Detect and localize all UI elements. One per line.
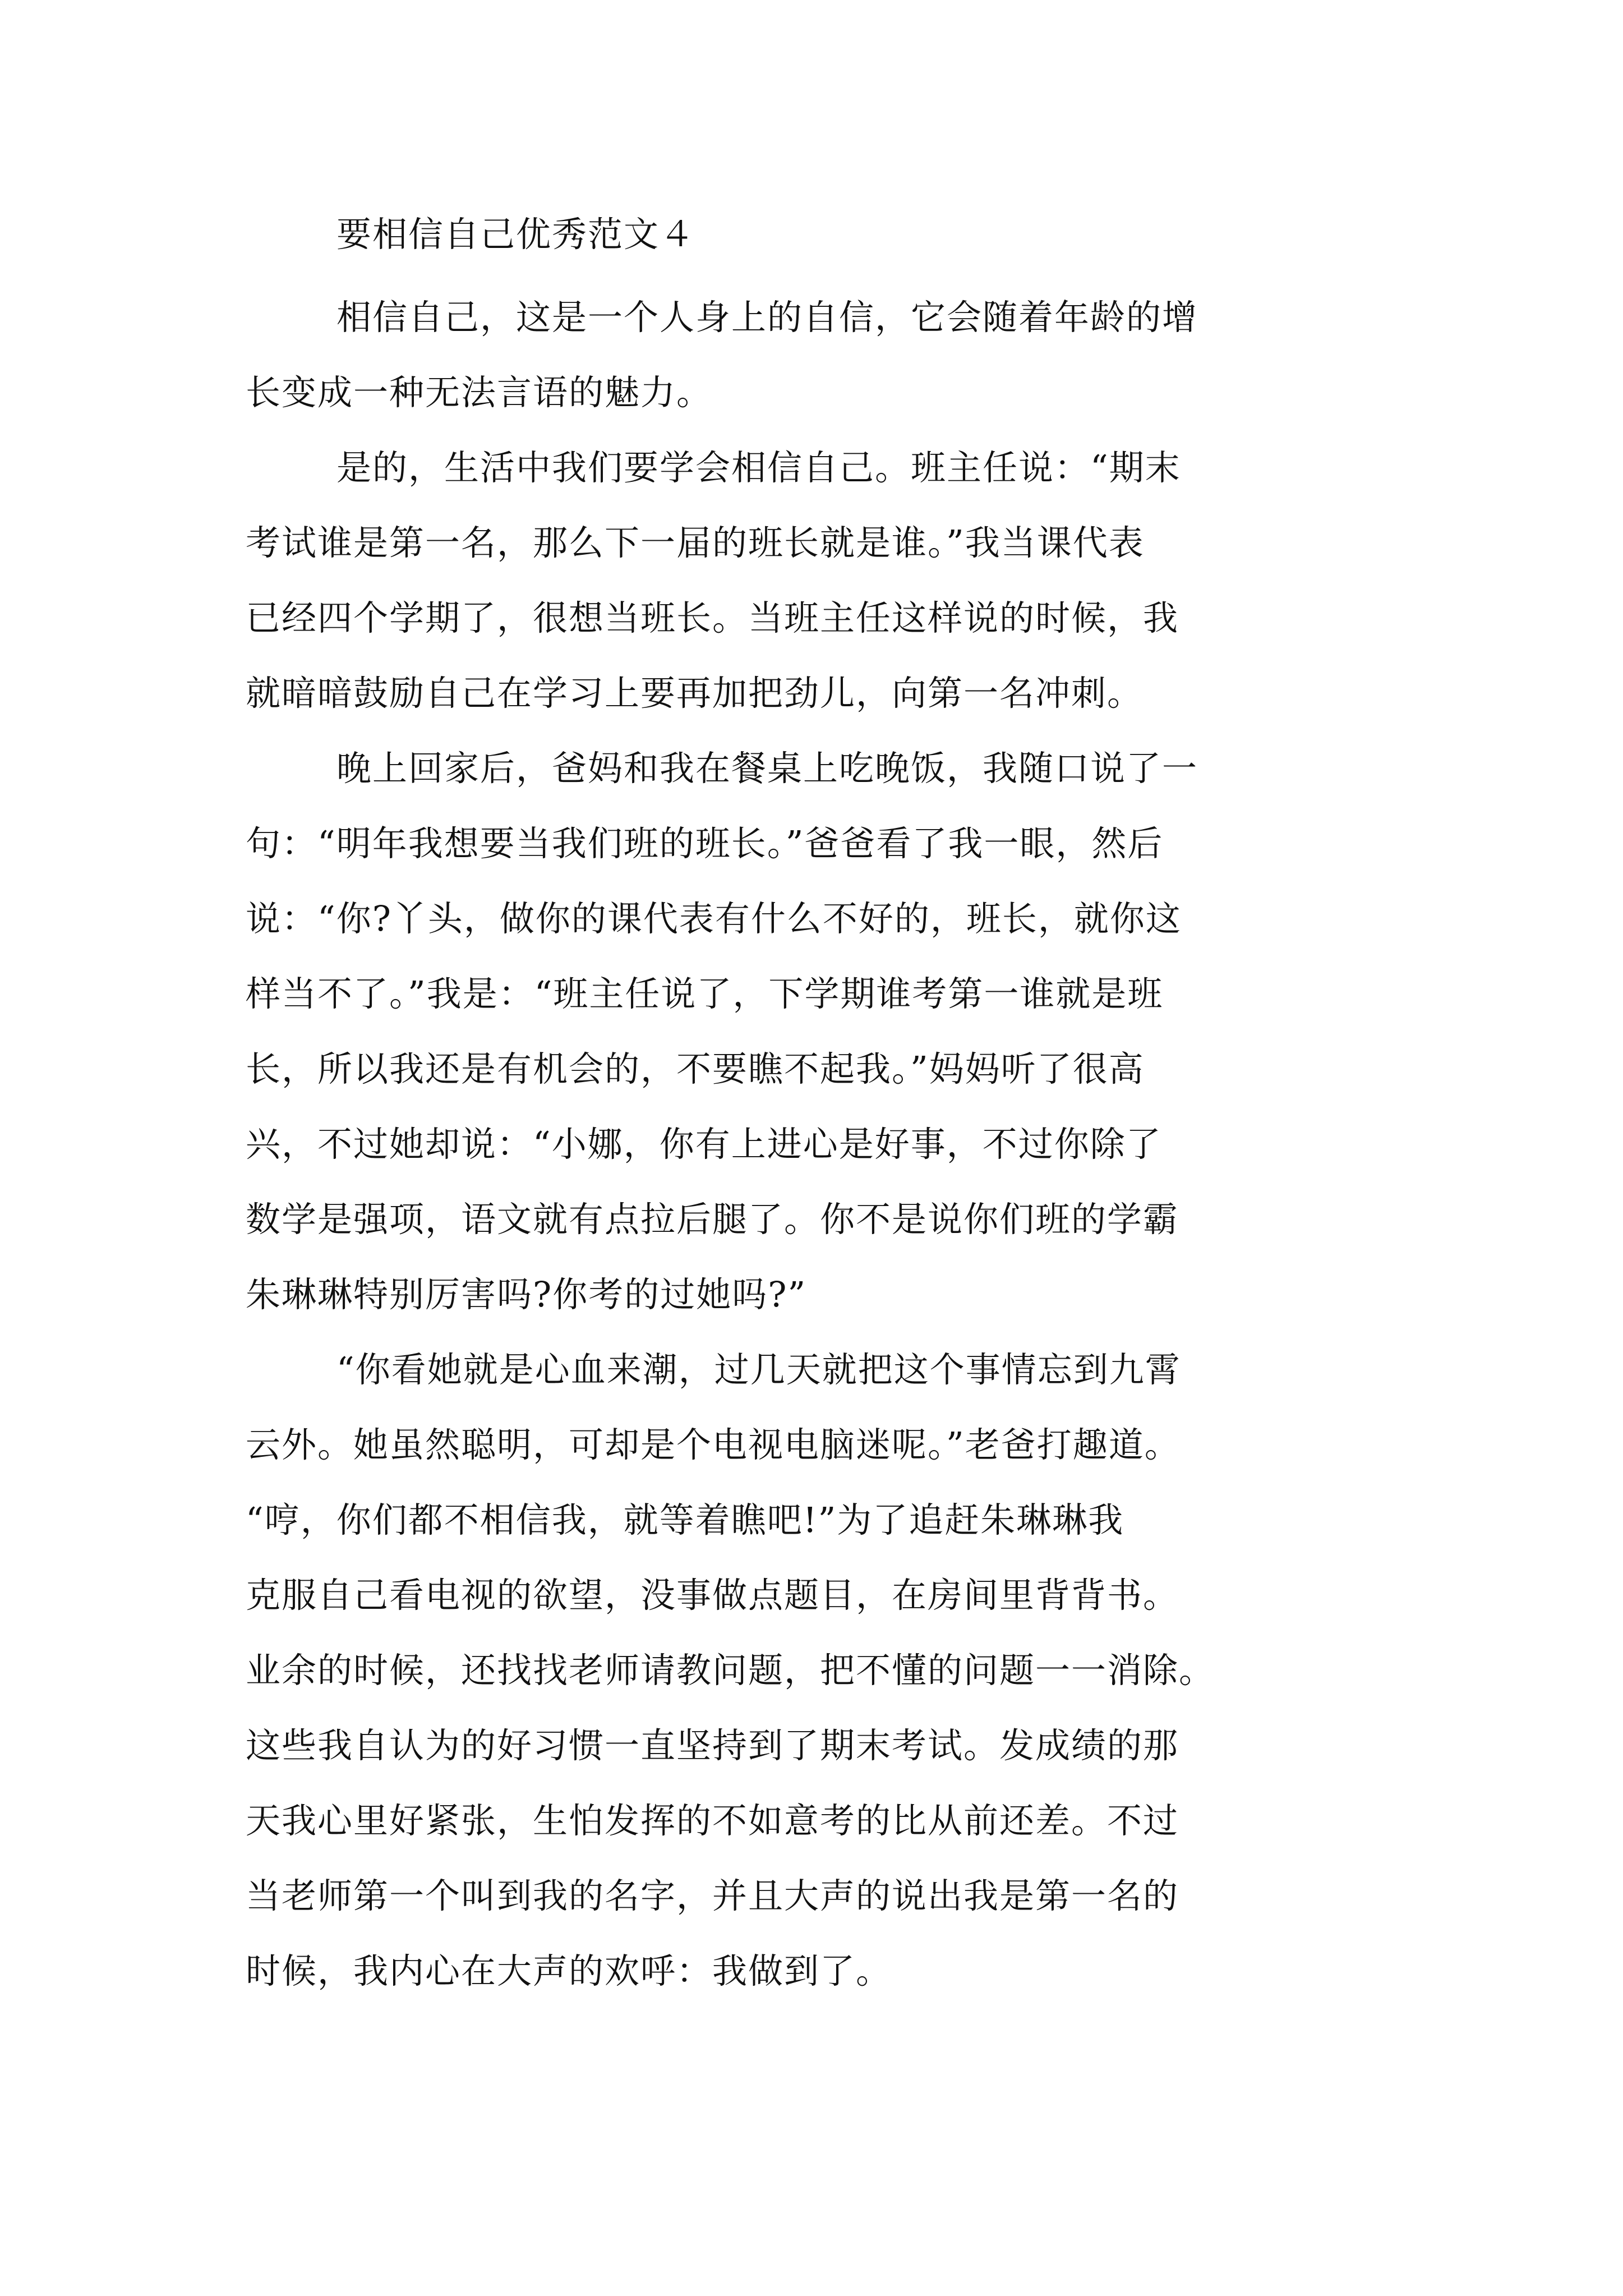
text-line: 长变成一种无法言语的魅力。: [246, 372, 713, 413]
text-line: 云外。她虽然聪明，可却是个电视电脑迷呢。”老爸打趣道。: [246, 1424, 1181, 1465]
text-line: “哼，你们都不相信我，就等着瞧吧!”为了追赶朱琳琳我: [246, 1499, 1124, 1540]
text-line: 晚上回家后，爸妈和我在餐桌上吃晚饭，我随口说了一: [336, 748, 1198, 789]
text-line: 数学是强项，语文就有点拉后腿了。你不是说你们班的学霸: [246, 1199, 1179, 1240]
text-line: 朱琳琳特别厉害吗?你考的过她吗?”: [246, 1274, 807, 1315]
document-title: 要相信自己优秀范文４: [336, 214, 696, 255]
text-line: 就暗暗鼓励自己在学习上要再加把劲儿，向第一名冲刺。: [246, 673, 1144, 714]
text-line: 当老师第一个叫到我的名字，并且大声的说出我是第一名的: [246, 1875, 1179, 1916]
text-line: 时候，我内心在大声的欢呼：我做到了。: [246, 1950, 892, 1991]
text-line: 克服自己看电视的欲望，没事做点题目，在房间里背背书。: [246, 1575, 1179, 1616]
text-line: 是的，生活中我们要学会相信自己。班主任说：“期末: [336, 447, 1181, 488]
text-line: 考试谁是第一名，那么下一届的班长就是谁。”我当课代表: [246, 522, 1145, 563]
text-line: 兴，不过她却说：“小娜，你有上进心是好事，不过你除了: [246, 1124, 1162, 1165]
text-line: 这些我自认为的好习惯一直坚持到了期末考试。发成绩的那: [246, 1725, 1179, 1766]
text-line: 天我心里好紧张，生怕发挥的不如意考的比从前还差。不过: [246, 1800, 1179, 1841]
text-line: 业余的时候，还找找老师请教问题，把不懂的问题一一消除。: [246, 1650, 1215, 1691]
text-line: 句：“明年我想要当我们班的班长。”爸爸看了我一眼，然后: [246, 823, 1164, 864]
text-line: 长，所以我还是有机会的，不要瞧不起我。”妈妈听了很高: [246, 1048, 1145, 1089]
text-line: 样当不了。”我是：“班主任说了，下学期谁考第一谁就是班: [246, 973, 1164, 1014]
text-line: “你看她就是心血来潮，过几天就把这个事情忘到九霄: [336, 1349, 1181, 1390]
text-line: 相信自己，这是一个人身上的自信，它会随着年龄的增: [336, 297, 1198, 338]
text-line: 说：“你?丫头，做你的课代表有什么不好的，班长，就你这: [246, 898, 1182, 939]
text-line: 已经四个学期了，很想当班长。当班主任这样说的时候，我: [246, 597, 1179, 638]
